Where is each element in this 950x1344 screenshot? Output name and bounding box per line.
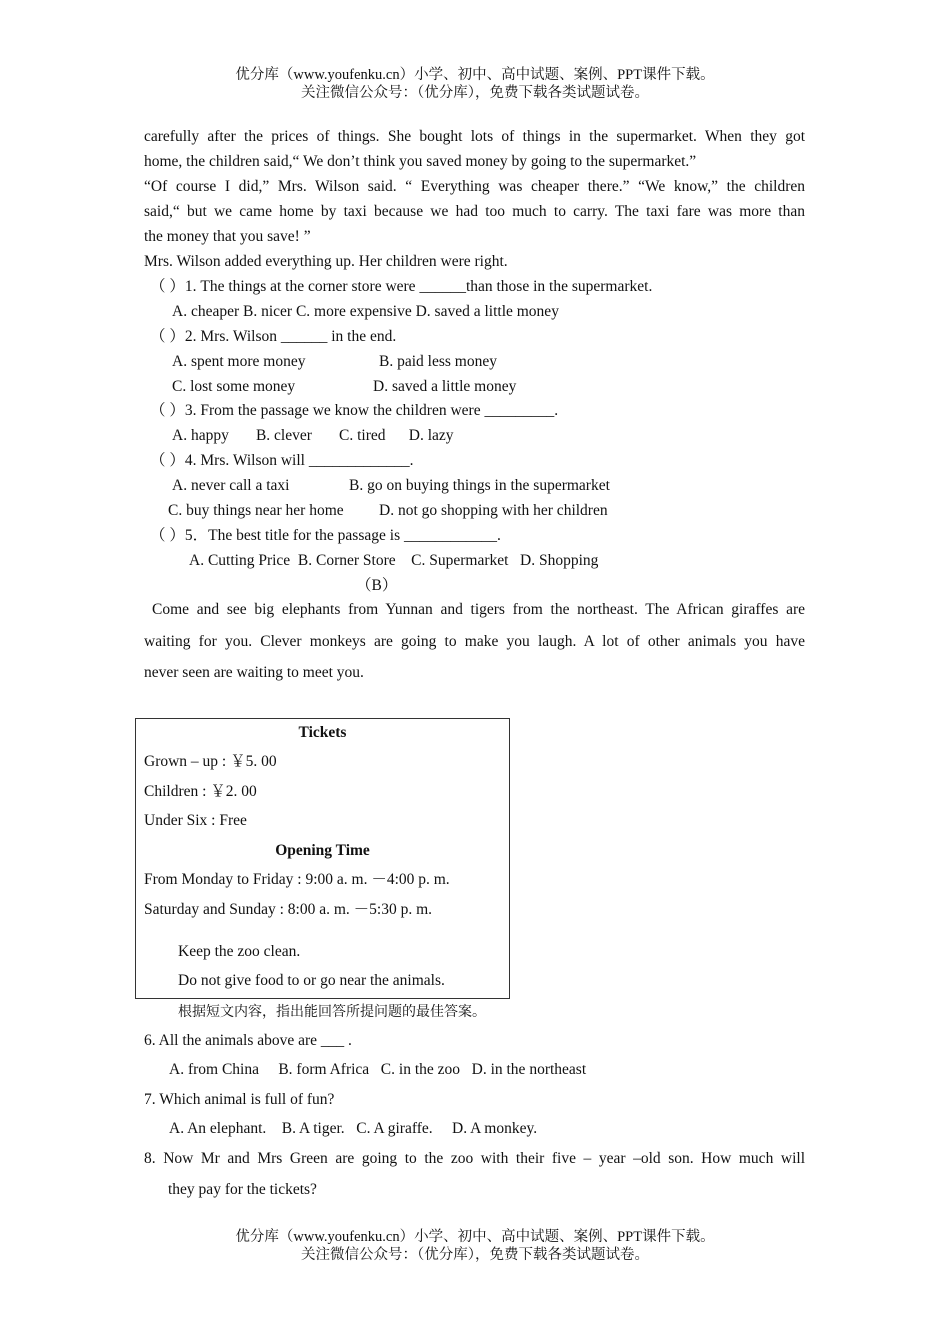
question-2-option-c: C. lost some money — [172, 378, 296, 395]
page-header — [0, 66, 950, 102]
passage-a-line-5: the money that you save! ” — [144, 228, 311, 245]
question-7: 7. Which animal is full of fun? — [144, 1091, 335, 1108]
passage-a-line-2: home, the children said,“ We don’t think you saved money by going to the supermarket.” — [144, 153, 697, 170]
question-5: （ ）5．The best title for the passage is ____________. — [150, 527, 501, 544]
section-b-paragraph-line-2: waiting for you. Clever monkeys are going to make you laugh. A lot of other animals you have — [144, 633, 805, 650]
passage-a-line-4: said,“ but we came home by taxi because we had too much to carry. The taxi fare was more than — [144, 203, 805, 220]
ticket-under-six: Under Six : Free — [144, 812, 247, 829]
opening-weekend: Saturday and Sunday : 8:00 a. m. －5:30 p. m. — [144, 901, 433, 918]
question-6: 6. All the animals above are ___ . — [144, 1032, 352, 1049]
passage-a-line-3: “Of course I did,” Mrs. Wilson said. “ Everything was cheaper there.” “We know,” the children — [144, 178, 805, 195]
instruction-text: 根据短文内容，指出能回答所提问题的最佳答案。 — [178, 1004, 486, 1020]
passage-a-line-1: carefully after the prices of things. She bought lots of things in the supermarket. When they got — [144, 128, 805, 145]
question-4-option-c: C. buy things near her home — [168, 502, 344, 519]
question-4-option-a: A. never call a taxi — [172, 477, 290, 494]
zoo-rule-1: Keep the zoo clean. — [178, 943, 301, 960]
question-4: （ ）4. Mrs. Wilson will _____________. — [150, 452, 414, 469]
question-2: （ ）2. Mrs. Wilson ______ in the end. — [150, 328, 397, 345]
question-4-option-d: D. not go shopping with her children — [379, 502, 608, 519]
ticket-children: Children : ￥2. 00 — [144, 783, 257, 800]
question-7-options: A. An elephant. B. A tiger. C. A giraffe. D. A monkey. — [169, 1120, 538, 1137]
question-1-options: A. cheaper B. nicer C. more expensive D. saved a little money — [172, 303, 559, 320]
question-4-option-b: B. go on buying things in the supermarket — [349, 477, 610, 494]
section-b-label: （B） — [356, 577, 398, 594]
header-line-2: 关注微信公众号：（优分库），免费下载各类试题试卷。 — [301, 85, 649, 101]
footer-line-2: 关注微信公众号：（优分库），免费下载各类试题试卷。 — [301, 1247, 649, 1263]
question-1: （ ）1. The things at the corner store were ______than those in the supermarket. — [150, 278, 653, 295]
question-5-options: A. Cutting Price B. Corner Store C. Supermarket D. Shopping — [189, 552, 599, 569]
passage-a-line-6: Mrs. Wilson added everything up. Her children were right. — [144, 253, 508, 270]
zoo-notice-box — [135, 718, 510, 999]
question-8-line-1: 8. Now Mr and Mrs Green are going to the zoo with their five – year –old son. How much will — [144, 1150, 805, 1167]
section-b-paragraph-line-1: Come and see big elephants from Yunnan and tigers from the northeast. The African giraffes are — [152, 601, 805, 618]
ticket-grown-up: Grown – up : ￥5. 00 — [144, 753, 277, 770]
section-b-paragraph-line-3: never seen are waiting to meet you. — [144, 664, 364, 681]
zoo-rule-2: Do not give food to or go near the animals. — [178, 972, 445, 989]
question-8-line-2: they pay for the tickets? — [168, 1181, 317, 1198]
footer-line-1: 优分库（www.youfenku.cn）小学、初中、高中试题、案例、PPT课件下载。 — [235, 1229, 715, 1245]
question-2-option-b: B. paid less money — [379, 353, 497, 370]
header-line-1: 优分库（www.youfenku.cn）小学、初中、高中试题、案例、PPT课件下载。 — [235, 67, 715, 83]
tickets-title: Tickets — [298, 724, 347, 741]
opening-weekdays: From Monday to Friday : 9:00 a. m. －4:00 p. m. — [144, 871, 450, 888]
question-3: （ ）3. From the passage we know the children were _________. — [150, 402, 559, 419]
question-6-options: A. from China B. form Africa C. in the zoo D. in the northeast — [169, 1061, 587, 1078]
page-footer — [0, 1228, 950, 1264]
question-2-option-d: D. saved a little money — [373, 378, 517, 395]
question-3-options: A. happy B. clever C. tired D. lazy — [172, 427, 454, 444]
question-2-option-a: A. spent more money — [172, 353, 306, 370]
opening-time-title: Opening Time — [275, 842, 370, 859]
